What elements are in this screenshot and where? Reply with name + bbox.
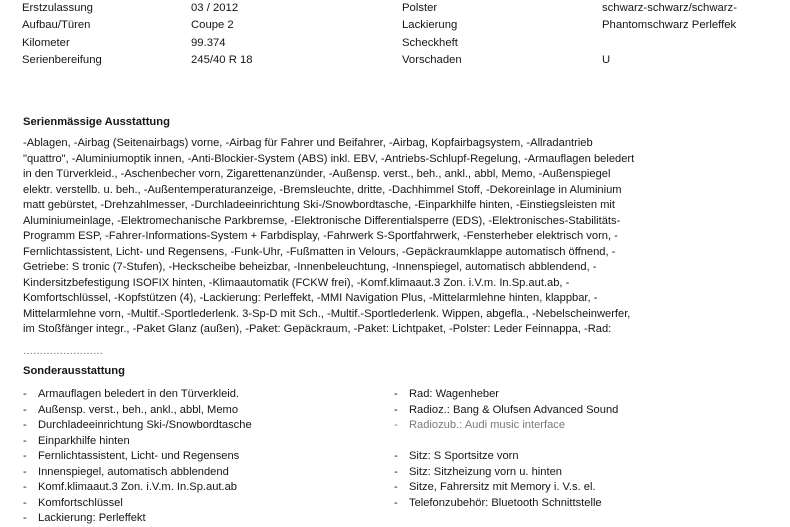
list-item-text: Radiozub.: Audi music interface xyxy=(409,419,566,431)
details-left-labels xyxy=(22,1,102,71)
dash-marker: - xyxy=(23,388,27,400)
list-item-text: Radioz.: Bang & Olufsen Advanced Sound xyxy=(409,403,619,416)
dash-marker: - xyxy=(394,481,398,493)
label-kilometer: Kilometer xyxy=(22,36,70,49)
dash-marker: - xyxy=(394,388,398,400)
label-lackierung: Lackierung xyxy=(402,19,458,32)
list-item xyxy=(23,496,252,512)
paragraph-line: Aluminiumeinlage, -Elektromechanische Parkbremse, -Elektronische Differentialsperre (EDS), -Elektronisches-Stabilitäts- xyxy=(23,214,621,227)
list-item xyxy=(23,418,252,434)
list-item-text: Einparkhilfe hinten xyxy=(38,434,130,447)
details-right-labels xyxy=(402,1,462,71)
dash-marker: - xyxy=(394,496,398,509)
dash-marker: - xyxy=(23,512,27,524)
label-serienbereifung: Serienbereifung xyxy=(22,54,102,67)
details-right-values xyxy=(602,1,737,71)
paragraph-line: Getriebe: S tronic (7-Stufen), -Heckscheibe beheizbar, -Innenbeleuchtung, -Innenspiegel, automatisch abblendend, - xyxy=(23,261,597,273)
list-item xyxy=(23,511,252,527)
label-polster: Polster xyxy=(402,2,438,14)
paragraph-line: "quattro", -Aluminiumoptik innen, -Anti-Blockier-System (ABS) inkl. EBV, -Antriebs-Schlupf-Regelung, -Armauflagen beledert xyxy=(23,152,635,165)
value-erstzulassung: 03 / 2012 xyxy=(191,2,239,14)
value-aufbau: Coupe 2 xyxy=(191,19,234,32)
dash-marker: - xyxy=(23,450,27,462)
paragraph-line: Fernlichtassistent, Licht- und Regensens, -Funk-Uhr, -Fußmatten in Velours, -Gepäckraumklappe automatisch öffnend, - xyxy=(23,245,616,258)
label-aufbau: Aufbau/Türen xyxy=(22,19,91,32)
paragraph-line: Programm ESP, -Fahrer-Informations-System + Farbdisplay, -Fahrwerk S-Sportfahrwerk, -Fensterheber elektrisch vorn, - xyxy=(23,230,618,242)
paragraph-line: elektr. verstellb. u. beh., -Außentemperaturanzeige, -Bremsleuchte, dritte, -Dachhimmel Stoff, -Dekoreinlage in Aluminium xyxy=(23,183,622,196)
list-item-text: Komfortschlüssel xyxy=(38,496,123,509)
list-item-text: Sitze, Fahrersitz mit Memory i. V.s. el. xyxy=(409,481,596,493)
list-item-text: Armauflagen beledert in den Türverkleid. xyxy=(38,388,240,400)
list-item-text: Sitz: S Sportsitze vorn xyxy=(409,450,519,462)
paragraph-line: Mittelarmlehne vorn, -Multif.-Sportlederlenk. 3-Sp-D mit Sch., -Multif.-Sportlederlenk. Wippen, abgefla., -Nebelscheinwerfer, xyxy=(23,307,631,320)
list-item xyxy=(394,496,618,512)
truncation-dots: …………………… xyxy=(23,346,103,357)
paragraph-line: in den Türverkleid., -Aschenbecher vorn, Zigarettenanzünder, -Außensp. verst., beh., ankl., abbl, Memo, -Außenspiegel xyxy=(23,168,611,180)
section-title-serienmaessige: Serienmässige Ausstattung xyxy=(23,116,170,128)
list-item xyxy=(23,434,252,450)
list-item-text: Lackierung: Perleffekt xyxy=(38,512,146,524)
label-scheckheft: Scheckheft xyxy=(402,36,458,49)
list-item xyxy=(23,387,252,403)
sonder-list-left xyxy=(23,387,252,527)
list-item xyxy=(394,387,618,403)
label-vorschaden: Vorschaden xyxy=(402,54,462,67)
dash-marker: - xyxy=(394,465,398,478)
list-item-text: Telefonzubehör: Bluetooth Schnittstelle xyxy=(409,496,602,509)
section-title-sonderausstattung: Sonderausstattung xyxy=(23,365,125,377)
dash-marker: - xyxy=(23,465,27,478)
dash-marker: - xyxy=(394,450,398,462)
label-erstzulassung: Erstzulassung xyxy=(22,2,93,14)
details-left-values xyxy=(191,1,253,71)
list-item xyxy=(394,449,618,465)
list-item xyxy=(23,449,252,465)
paragraph-line: Komfortschlüssel, -Kopfstützen (4), -Lackierung: Perleffekt, -MMI Navigation Plus, -Mittelarmlehne hinten, klappbar, - xyxy=(23,292,598,304)
list-item-text: Durchladeeinrichtung Ski-/Snowbordtasche xyxy=(38,419,252,431)
list-item-text: Sitz: Sitzheizung vorn u. hinten xyxy=(409,465,562,478)
list-item-text: Fernlichtassistent, Licht- und Regensens xyxy=(38,450,240,462)
list-item-text: Komf.klimaaut.3 Zon. i.V.m. In.Sp.aut.ab xyxy=(38,481,237,493)
dash-marker: - xyxy=(23,481,27,493)
dash-marker: - xyxy=(394,403,398,416)
dash-marker: - xyxy=(23,496,27,509)
value-serienbereifung: 245/40 R 18 xyxy=(191,54,253,67)
list-item xyxy=(23,465,252,481)
list-item-text: Innenspiegel, automatisch abblendend xyxy=(38,465,229,478)
list-item xyxy=(394,418,618,434)
paragraph-line: -Ablagen, -Airbag (Seitenairbags) vorne, -Airbag für Fahrer und Beifahrer, -Airbag, Kopfairbagsystem, -Allradantrieb xyxy=(23,137,593,149)
paragraph-line: im Stoßfänger integr., -Paket Glanz (außen), -Paket: Gepäckraum, -Paket: Lichtpaket, -Polster: Leder Feinnappa, -Rad: xyxy=(23,323,612,335)
value-lackierung: Phantomschwarz Perleffek xyxy=(602,19,737,32)
value-scheckheft xyxy=(602,36,737,53)
sonder-list-right xyxy=(394,387,618,511)
value-vorschaden: U xyxy=(602,54,611,67)
dash-marker: - xyxy=(23,434,27,447)
list-item-text: Rad: Wagenheber xyxy=(409,388,500,400)
dash-marker: - xyxy=(23,403,27,416)
dash-marker: - xyxy=(394,419,398,431)
value-polster: schwarz-schwarz/schwarz- xyxy=(602,2,737,14)
serienmaessige-paragraph xyxy=(23,136,783,338)
list-item xyxy=(394,403,618,419)
list-item-text: Außensp. verst., beh., ankl., abbl, Memo xyxy=(38,403,239,416)
value-kilometer: 99.374 xyxy=(191,36,226,49)
dash-marker: - xyxy=(23,419,27,431)
list-item xyxy=(394,465,618,481)
list-item xyxy=(23,480,252,496)
paragraph-line: Kindersitzbefestigung ISOFIX hinten, -Klimaautomatik (FCKW frei), -Komf.klimaaut.3 Zon. i.V.m. In.Sp.aut.ab, - xyxy=(23,276,570,289)
list-item xyxy=(23,403,252,419)
paragraph-line: matt gebürstet, -Drehzahlmesser, -Durchladeeinrichtung Ski-/Snowbordtasche, -Einparkhilfe hinten, -Einstiegsleisten mit xyxy=(23,199,615,211)
list-item xyxy=(394,480,618,496)
